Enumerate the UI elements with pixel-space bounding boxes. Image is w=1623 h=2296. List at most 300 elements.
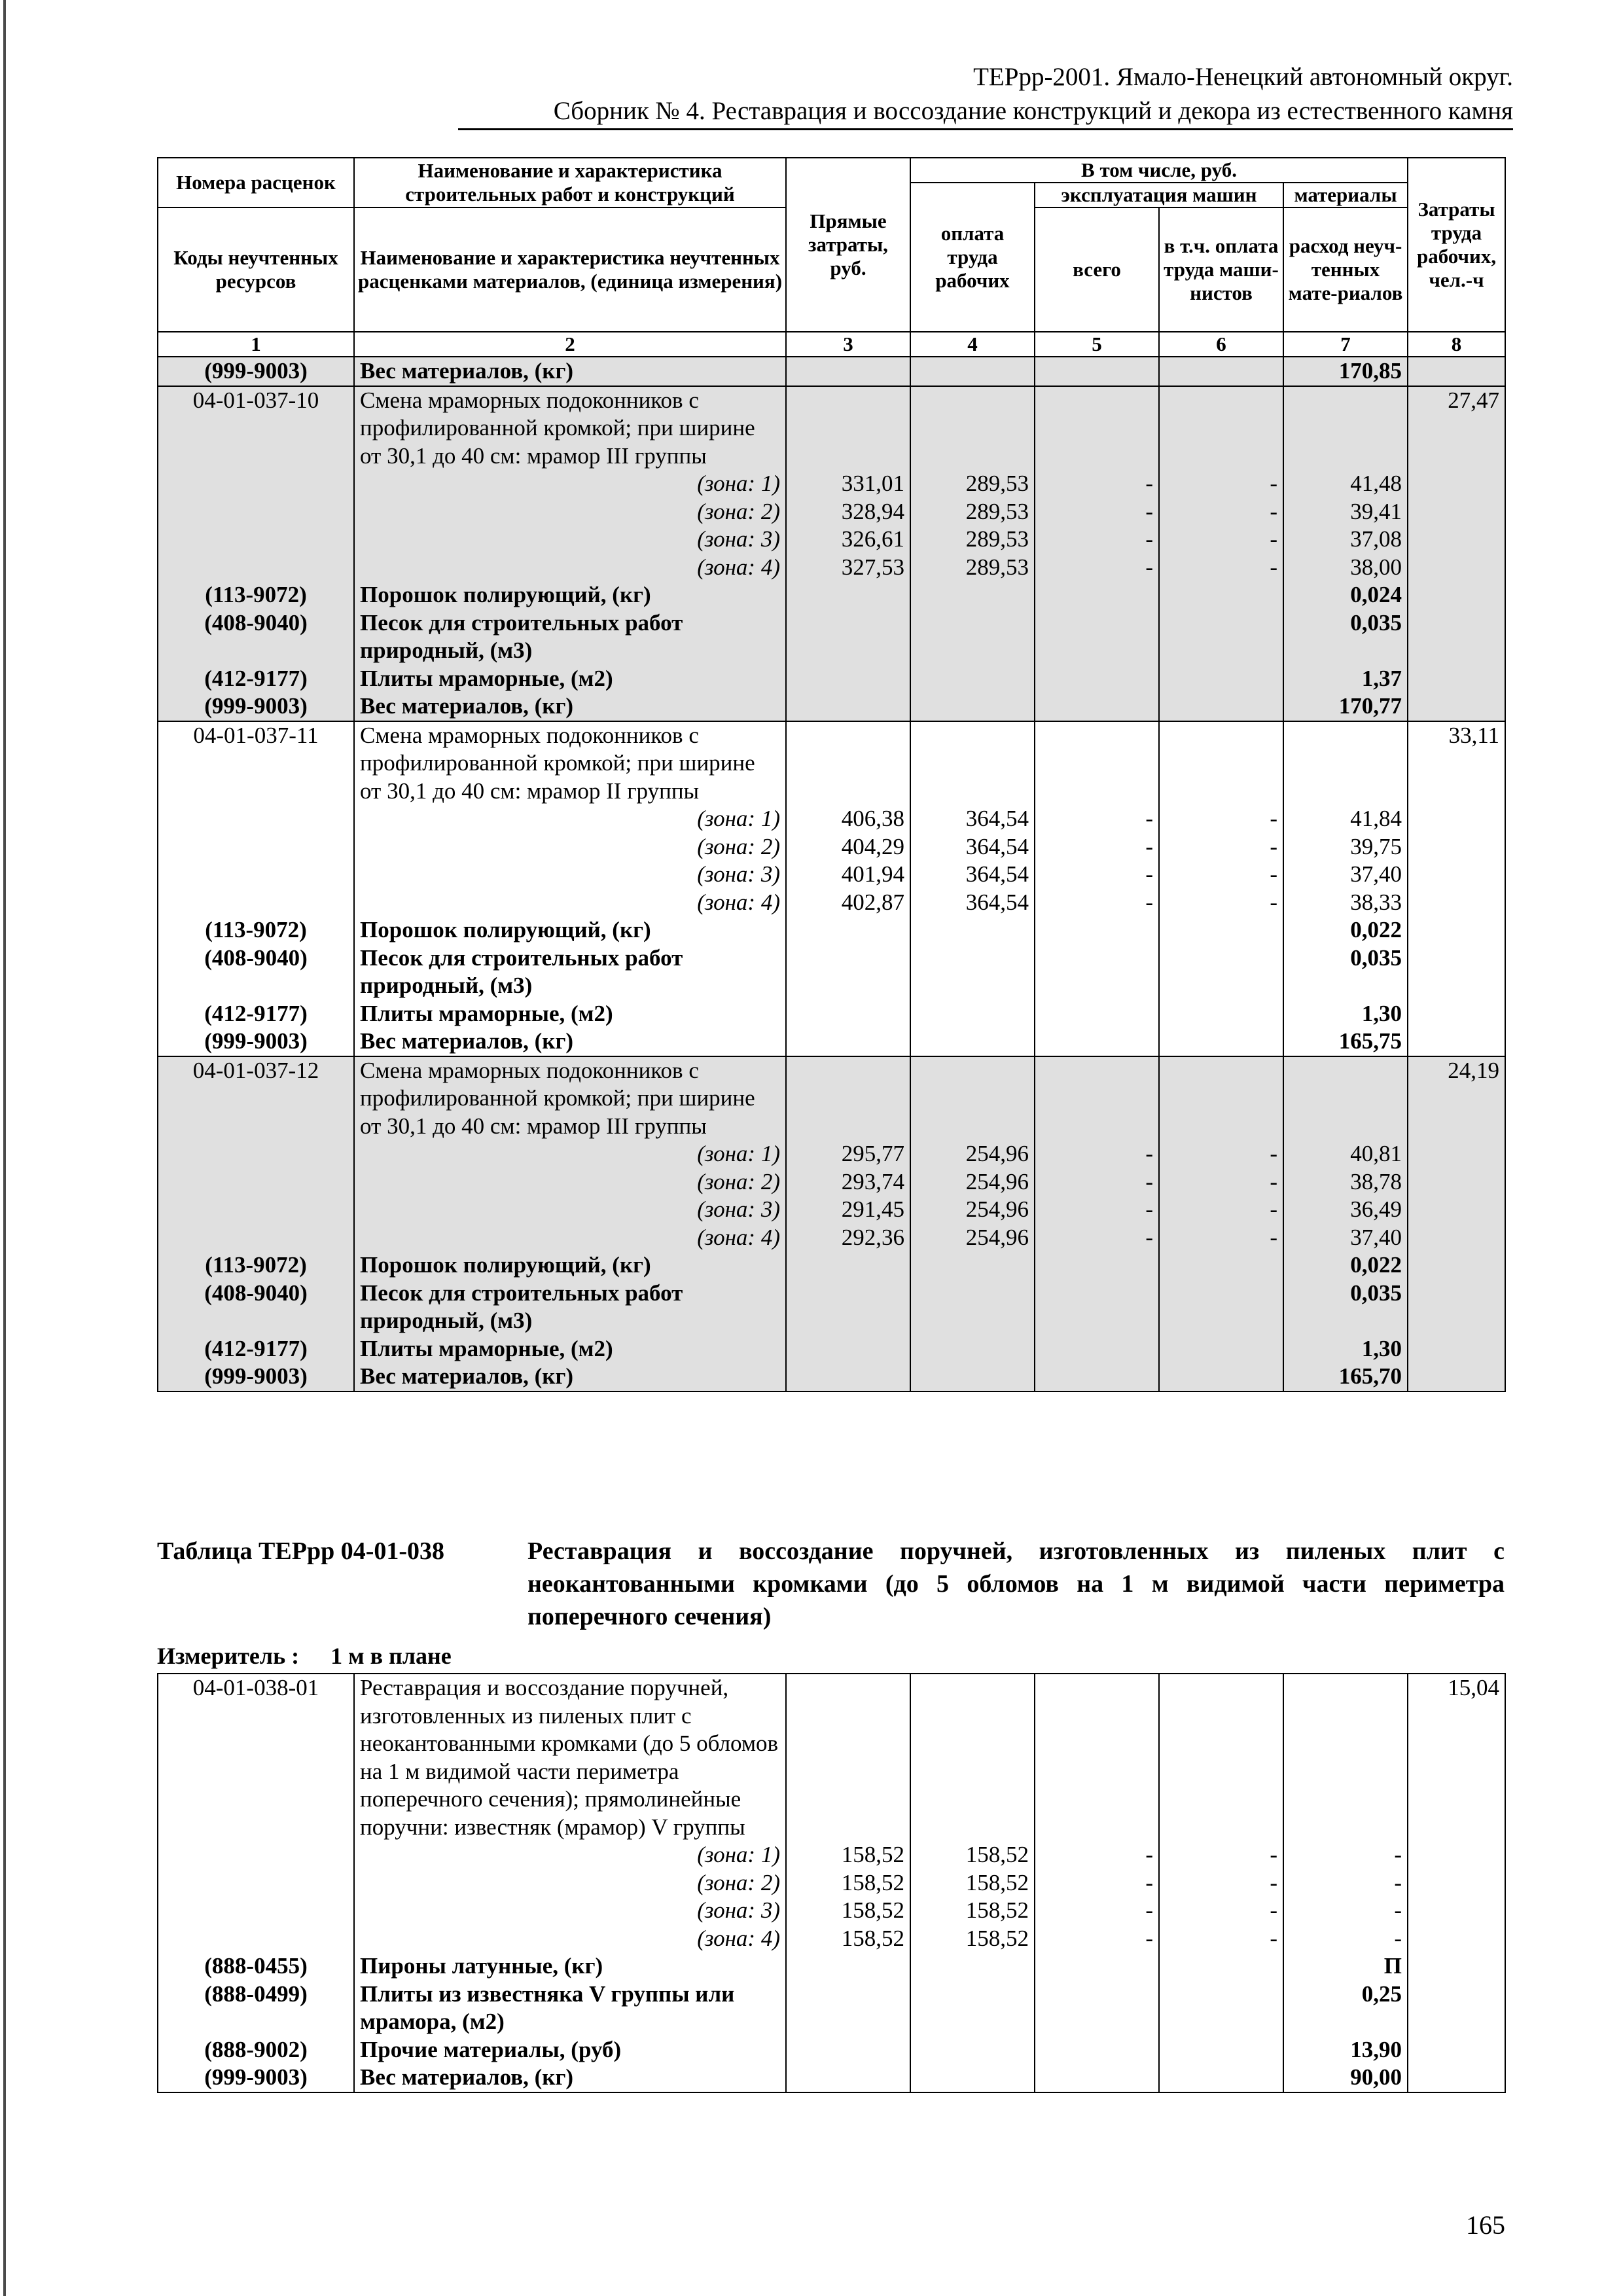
empty-cell (1408, 1224, 1505, 1252)
empty-cell (786, 1335, 910, 1363)
worker-wage: 364,54 (910, 889, 1035, 917)
rate-description: Смена мраморных подоконников с профилированной кромкой; при ширине от 30,1 до 40 см: мрамор II группы (354, 721, 786, 806)
empty-cell (1408, 1925, 1505, 1953)
empty-cell (786, 2064, 910, 2092)
material-consumption: 0,022 (1283, 1251, 1408, 1280)
worker-wage: 364,54 (910, 861, 1035, 889)
zone-row (158, 861, 1505, 889)
direct-costs: 293,74 (786, 1168, 910, 1196)
materials-cost: 36,49 (1283, 1196, 1408, 1224)
rate-code: 04-01-037-11 (158, 721, 354, 806)
direct-costs: 326,61 (786, 526, 910, 554)
direct-costs: 402,87 (786, 889, 910, 917)
empty-cell (1283, 386, 1408, 471)
empty-cell (910, 944, 1035, 1000)
rate-row (158, 386, 1505, 471)
empty-cell (1408, 833, 1505, 861)
empty-cell (1408, 916, 1505, 944)
resource-code: (408-9040) (158, 944, 354, 1000)
machinist-wage: - (1159, 1140, 1283, 1168)
empty-cell (910, 721, 1035, 806)
worker-wage: 364,54 (910, 805, 1035, 833)
empty-cell (1035, 357, 1159, 386)
head-machines-total: всего (1035, 207, 1159, 332)
empty-cell (1035, 386, 1159, 471)
empty-cell (786, 2036, 910, 2064)
zone-label: (зона: 2) (354, 1869, 786, 1897)
material-row (158, 1952, 1505, 1981)
empty-cell (1035, 1000, 1159, 1028)
material-consumption: 0,022 (1283, 916, 1408, 944)
empty-cell (1408, 1335, 1505, 1363)
empty-cell (1159, 1952, 1283, 1981)
empty-cell (786, 916, 910, 944)
empty-cell (1159, 1280, 1283, 1335)
worker-wage: 364,54 (910, 833, 1035, 861)
empty-cell (1159, 1056, 1283, 1141)
head-including: В том числе, руб. (910, 158, 1408, 183)
material-row (158, 2064, 1505, 2092)
material-name: Плиты мраморные, (м2) (354, 665, 786, 693)
zone-row (158, 805, 1505, 833)
material-name: Плиты из известняка V группы или мрамора, (м2) (354, 1981, 786, 2036)
empty-cell (1283, 1674, 1408, 1841)
empty-cell (158, 1897, 354, 1925)
machines-total: - (1035, 498, 1159, 526)
empty-cell (910, 2036, 1035, 2064)
empty-cell (1035, 609, 1159, 665)
empty-cell (1408, 498, 1505, 526)
worker-wage: 289,53 (910, 526, 1035, 554)
rate-description: Смена мраморных подоконников с профилированной кромкой; при ширине от 30,1 до 40 см: мрамор III группы (354, 1056, 786, 1141)
worker-wage: 289,53 (910, 498, 1035, 526)
empty-cell (1035, 581, 1159, 609)
worker-wage: 254,96 (910, 1168, 1035, 1196)
material-row (158, 1280, 1505, 1335)
resource-code: (408-9040) (158, 1280, 354, 1335)
machines-total: - (1035, 1140, 1159, 1168)
running-header (458, 60, 1513, 128)
zone-label: (зона: 4) (354, 889, 786, 917)
material-consumption: 13,90 (1283, 2036, 1408, 2064)
machinist-wage: - (1159, 1897, 1283, 1925)
machinist-wage: - (1159, 1224, 1283, 1252)
empty-cell (158, 833, 354, 861)
rates-table-body (158, 357, 1505, 1391)
empty-cell (910, 1981, 1035, 2036)
materials-cost: 41,84 (1283, 805, 1408, 833)
empty-cell (786, 1000, 910, 1028)
page-number: 165 (1466, 2210, 1505, 2240)
zone-row (158, 526, 1505, 554)
worker-wage: 254,96 (910, 1224, 1035, 1252)
worker-wage: 254,96 (910, 1140, 1035, 1168)
empty-cell (786, 609, 910, 665)
materials-cost: 37,08 (1283, 526, 1408, 554)
rate-row (158, 1056, 1505, 1141)
empty-cell (786, 1056, 910, 1141)
col-number: 5 (1035, 332, 1159, 357)
direct-costs: 327,53 (786, 554, 910, 582)
empty-cell (910, 581, 1035, 609)
empty-cell (910, 916, 1035, 944)
empty-cell (910, 1335, 1035, 1363)
materials-cost: - (1283, 1869, 1408, 1897)
resource-code: (999-9003) (158, 1028, 354, 1056)
zone-label: (зона: 1) (354, 805, 786, 833)
worker-wage: 289,53 (910, 554, 1035, 582)
zone-row (158, 1869, 1505, 1897)
material-consumption: 0,25 (1283, 1981, 1408, 2036)
material-consumption: 0,024 (1283, 581, 1408, 609)
head-work-name: Наименование и характеристика строительных работ и конструкций (354, 158, 786, 207)
empty-cell (1408, 1841, 1505, 1869)
zone-label: (зона: 1) (354, 1841, 786, 1869)
empty-cell (1159, 609, 1283, 665)
empty-cell (786, 1251, 910, 1280)
empty-cell (1408, 1251, 1505, 1280)
resource-code: (408-9040) (158, 609, 354, 665)
empty-cell (1408, 554, 1505, 582)
material-consumption: 165,75 (1283, 1028, 1408, 1056)
rate-code: 04-01-037-10 (158, 386, 354, 471)
machinist-wage: - (1159, 805, 1283, 833)
empty-cell (1408, 1028, 1505, 1056)
rates-table-038 (157, 1673, 1506, 2093)
empty-cell (1408, 1952, 1505, 1981)
rates-table-037 (157, 157, 1506, 1392)
direct-costs: 404,29 (786, 833, 910, 861)
resource-code: (888-0455) (158, 1952, 354, 1981)
material-consumption: П (1283, 1952, 1408, 1981)
resource-code: (113-9072) (158, 916, 354, 944)
direct-costs: 158,52 (786, 1869, 910, 1897)
empty-cell (1035, 721, 1159, 806)
material-name: Плиты мраморные, (м2) (354, 1000, 786, 1028)
empty-cell (1035, 1280, 1159, 1335)
empty-cell (158, 554, 354, 582)
machinist-wage: - (1159, 833, 1283, 861)
empty-cell (1408, 609, 1505, 665)
empty-cell (1283, 721, 1408, 806)
machines-total: - (1035, 1841, 1159, 1869)
direct-costs: 292,36 (786, 1224, 910, 1252)
zone-row (158, 1168, 1505, 1196)
empty-cell (786, 1952, 910, 1981)
material-row (158, 1251, 1505, 1280)
zone-row (158, 470, 1505, 498)
material-consumption: 1,37 (1283, 665, 1408, 693)
machines-total: - (1035, 1925, 1159, 1953)
empty-cell (1408, 1981, 1505, 2036)
zone-row (158, 554, 1505, 582)
empty-cell (910, 2064, 1035, 2092)
measure-line (157, 1641, 452, 1670)
direct-costs: 158,52 (786, 1897, 910, 1925)
material-consumption: 170,77 (1283, 692, 1408, 721)
zone-label: (зона: 3) (354, 1897, 786, 1925)
empty-cell (1035, 916, 1159, 944)
col-number: 2 (354, 332, 786, 357)
zone-row (158, 1140, 1505, 1168)
zone-row (158, 1841, 1505, 1869)
material-row (158, 1363, 1505, 1391)
head-machinist-wage: в т.ч. оплата труда маши-нистов (1159, 207, 1283, 332)
machines-total: - (1035, 1168, 1159, 1196)
material-row (158, 581, 1505, 609)
resource-code: (999-9003) (158, 1363, 354, 1391)
empty-cell (1408, 1363, 1505, 1391)
machines-total: - (1035, 861, 1159, 889)
material-name: Вес материалов, (кг) (354, 2064, 786, 2092)
empty-cell (910, 1280, 1035, 1335)
empty-cell (1408, 665, 1505, 693)
machinist-wage: - (1159, 1925, 1283, 1953)
empty-cell (910, 386, 1035, 471)
empty-cell (786, 721, 910, 806)
head-machines: эксплуатация машин (1035, 183, 1283, 207)
machines-total: - (1035, 805, 1159, 833)
head-labor-hours: Затраты труда рабочих, чел.-ч (1408, 158, 1505, 332)
empty-cell (1408, 1000, 1505, 1028)
head-wage: оплата труда рабочих (910, 183, 1035, 332)
materials-cost: 40,81 (1283, 1140, 1408, 1168)
table-title: Реставрация и воссоздание поручней, изготовленных из пиленых плит с неокантованными кромками (до 5 обломов на 1 м видимой части периметра поперечного сечения) (527, 1537, 1505, 1630)
empty-cell (1283, 1056, 1408, 1141)
empty-cell (158, 526, 354, 554)
machinist-wage: - (1159, 554, 1283, 582)
empty-cell (158, 498, 354, 526)
resource-code: (113-9072) (158, 581, 354, 609)
col-number: 6 (1159, 332, 1283, 357)
worker-wage: 158,52 (910, 1897, 1035, 1925)
rate-row (158, 1674, 1505, 1841)
header-line-2: Сборник № 4. Реставрация и воссоздание конструкций и декора из естественного камня (553, 97, 1513, 125)
empty-cell (786, 357, 910, 386)
material-row (158, 916, 1505, 944)
empty-cell (1159, 916, 1283, 944)
machinist-wage: - (1159, 861, 1283, 889)
head-materials: материалы (1283, 183, 1408, 207)
empty-cell (910, 1952, 1035, 1981)
empty-cell (910, 1028, 1035, 1056)
material-consumption: 1,30 (1283, 1000, 1408, 1028)
empty-cell (1159, 692, 1283, 721)
materials-cost: 37,40 (1283, 1224, 1408, 1252)
materials-cost: - (1283, 1841, 1408, 1869)
zone-row (158, 1196, 1505, 1224)
machines-total: - (1035, 1897, 1159, 1925)
rate-description: Реставрация и воссоздание поручней, изготовленных из пиленых плит с неокантованными кромками (до 5 обломов на 1 м видимой части периметра поперечного сечения); прямолинейные поручни: известняк (мрамор) V группы (354, 1674, 786, 1841)
zone-label: (зона: 1) (354, 1140, 786, 1168)
zone-label: (зона: 4) (354, 1224, 786, 1252)
machinist-wage: - (1159, 1869, 1283, 1897)
materials-cost: 39,41 (1283, 498, 1408, 526)
empty-cell (910, 357, 1035, 386)
empty-cell (1159, 1363, 1283, 1391)
empty-cell (1159, 2064, 1283, 2092)
empty-cell (158, 1140, 354, 1168)
rate-description: Смена мраморных подоконников с профилированной кромкой; при ширине от 30,1 до 40 см: мрамор III группы (354, 386, 786, 471)
zone-row (158, 498, 1505, 526)
resource-code: (999-9003) (158, 2064, 354, 2092)
empty-cell (910, 1363, 1035, 1391)
material-name: Вес материалов, (кг) (354, 1363, 786, 1391)
empty-cell (910, 665, 1035, 693)
empty-cell (910, 609, 1035, 665)
empty-cell (1408, 1280, 1505, 1335)
zone-row (158, 833, 1505, 861)
empty-cell (910, 1000, 1035, 1028)
zone-label: (зона: 3) (354, 526, 786, 554)
machinist-wage: - (1159, 1168, 1283, 1196)
head-material-consumption: расход неуч-тенных мате-риалов (1283, 207, 1408, 332)
materials-cost: 41,48 (1283, 470, 1408, 498)
material-consumption: 165,70 (1283, 1363, 1408, 1391)
empty-cell (1408, 805, 1505, 833)
machinist-wage: - (1159, 889, 1283, 917)
empty-cell (158, 1224, 354, 1252)
col-number: 4 (910, 332, 1035, 357)
empty-cell (158, 1869, 354, 1897)
empty-cell (786, 581, 910, 609)
material-row (158, 665, 1505, 693)
machines-total: - (1035, 889, 1159, 917)
machines-total: - (1035, 1224, 1159, 1252)
empty-cell (1159, 581, 1283, 609)
empty-cell (158, 889, 354, 917)
direct-costs: 401,94 (786, 861, 910, 889)
machinist-wage: - (1159, 526, 1283, 554)
empty-cell (910, 692, 1035, 721)
zone-label: (зона: 2) (354, 1168, 786, 1196)
material-consumption: 90,00 (1283, 2064, 1408, 2092)
measure-unit: 1 м в плане (330, 1643, 452, 1669)
materials-cost: 38,78 (1283, 1168, 1408, 1196)
materials-cost: 39,75 (1283, 833, 1408, 861)
empty-cell (1159, 386, 1283, 471)
zone-label: (зона: 3) (354, 861, 786, 889)
resource-code: (412-9177) (158, 1000, 354, 1028)
materials-cost: 38,33 (1283, 889, 1408, 917)
material-row (158, 1335, 1505, 1363)
empty-cell (786, 692, 910, 721)
empty-cell (786, 1981, 910, 2036)
empty-cell (786, 1363, 910, 1391)
header-rule (458, 128, 1513, 130)
head-direct-costs: Прямые затраты, руб. (786, 158, 910, 332)
material-row (158, 692, 1505, 721)
labor-hours: 15,04 (1408, 1674, 1505, 1841)
resource-code: (888-9002) (158, 2036, 354, 2064)
empty-cell (910, 1674, 1035, 1841)
empty-cell (1035, 1251, 1159, 1280)
empty-cell (1408, 1140, 1505, 1168)
rate-code: 04-01-038-01 (158, 1674, 354, 1841)
material-row (158, 357, 1505, 386)
direct-costs: 291,45 (786, 1196, 910, 1224)
empty-cell (1035, 1056, 1159, 1141)
head-rate-numbers: Номера расценок (158, 158, 354, 207)
material-consumption: 170,85 (1283, 357, 1408, 386)
empty-cell (786, 1028, 910, 1056)
zone-row (158, 1897, 1505, 1925)
col-number: 7 (1283, 332, 1408, 357)
material-row (158, 1028, 1505, 1056)
empty-cell (1408, 889, 1505, 917)
empty-cell (1408, 944, 1505, 1000)
empty-cell (786, 665, 910, 693)
labor-hours: 24,19 (1408, 1056, 1505, 1141)
materials-cost: 38,00 (1283, 554, 1408, 582)
empty-cell (786, 386, 910, 471)
machinist-wage: - (1159, 498, 1283, 526)
empty-cell (1159, 1028, 1283, 1056)
rate-row (158, 721, 1505, 806)
empty-cell (1408, 2036, 1505, 2064)
machines-total: - (1035, 1869, 1159, 1897)
worker-wage: 289,53 (910, 470, 1035, 498)
machines-total: - (1035, 833, 1159, 861)
empty-cell (1035, 665, 1159, 693)
material-name: Порошок полирующий, (кг) (354, 581, 786, 609)
empty-cell (1035, 1981, 1159, 2036)
machines-total: - (1035, 526, 1159, 554)
empty-cell (1035, 692, 1159, 721)
material-name: Песок для строительных работ природный, (м3) (354, 944, 786, 1000)
empty-cell (1035, 1335, 1159, 1363)
empty-cell (1408, 692, 1505, 721)
empty-cell (1159, 721, 1283, 806)
material-name: Вес материалов, (кг) (354, 692, 786, 721)
empty-cell (158, 1925, 354, 1953)
empty-cell (786, 944, 910, 1000)
zone-label: (зона: 2) (354, 498, 786, 526)
machinist-wage: - (1159, 1841, 1283, 1869)
direct-costs: 331,01 (786, 470, 910, 498)
zone-row (158, 1224, 1505, 1252)
worker-wage: 158,52 (910, 1869, 1035, 1897)
empty-cell (1035, 1363, 1159, 1391)
empty-cell (158, 1841, 354, 1869)
material-name: Пироны латунные, (кг) (354, 1952, 786, 1981)
table-label: Таблица ТЕРрр 04-01-038 (157, 1537, 445, 1565)
direct-costs: 158,52 (786, 1925, 910, 1953)
rate-code: 04-01-037-12 (158, 1056, 354, 1141)
empty-cell (1408, 2064, 1505, 2092)
empty-cell (1035, 1028, 1159, 1056)
materials-cost: 37,40 (1283, 861, 1408, 889)
empty-cell (1408, 1196, 1505, 1224)
direct-costs: 295,77 (786, 1140, 910, 1168)
zone-label: (зона: 3) (354, 1196, 786, 1224)
empty-cell (1159, 1674, 1283, 1841)
machines-total: - (1035, 1196, 1159, 1224)
empty-cell (1159, 1251, 1283, 1280)
empty-cell (1159, 944, 1283, 1000)
col-number: 8 (1408, 332, 1505, 357)
zone-label: (зона: 4) (354, 1925, 786, 1953)
material-row (158, 2036, 1505, 2064)
resource-code: (412-9177) (158, 1335, 354, 1363)
resource-code: (999-9003) (158, 692, 354, 721)
material-consumption: 0,035 (1283, 1280, 1408, 1335)
empty-cell (158, 805, 354, 833)
machines-total: - (1035, 470, 1159, 498)
material-name: Вес материалов, (кг) (354, 1028, 786, 1056)
resource-code: (113-9072) (158, 1251, 354, 1280)
material-row (158, 1000, 1505, 1028)
